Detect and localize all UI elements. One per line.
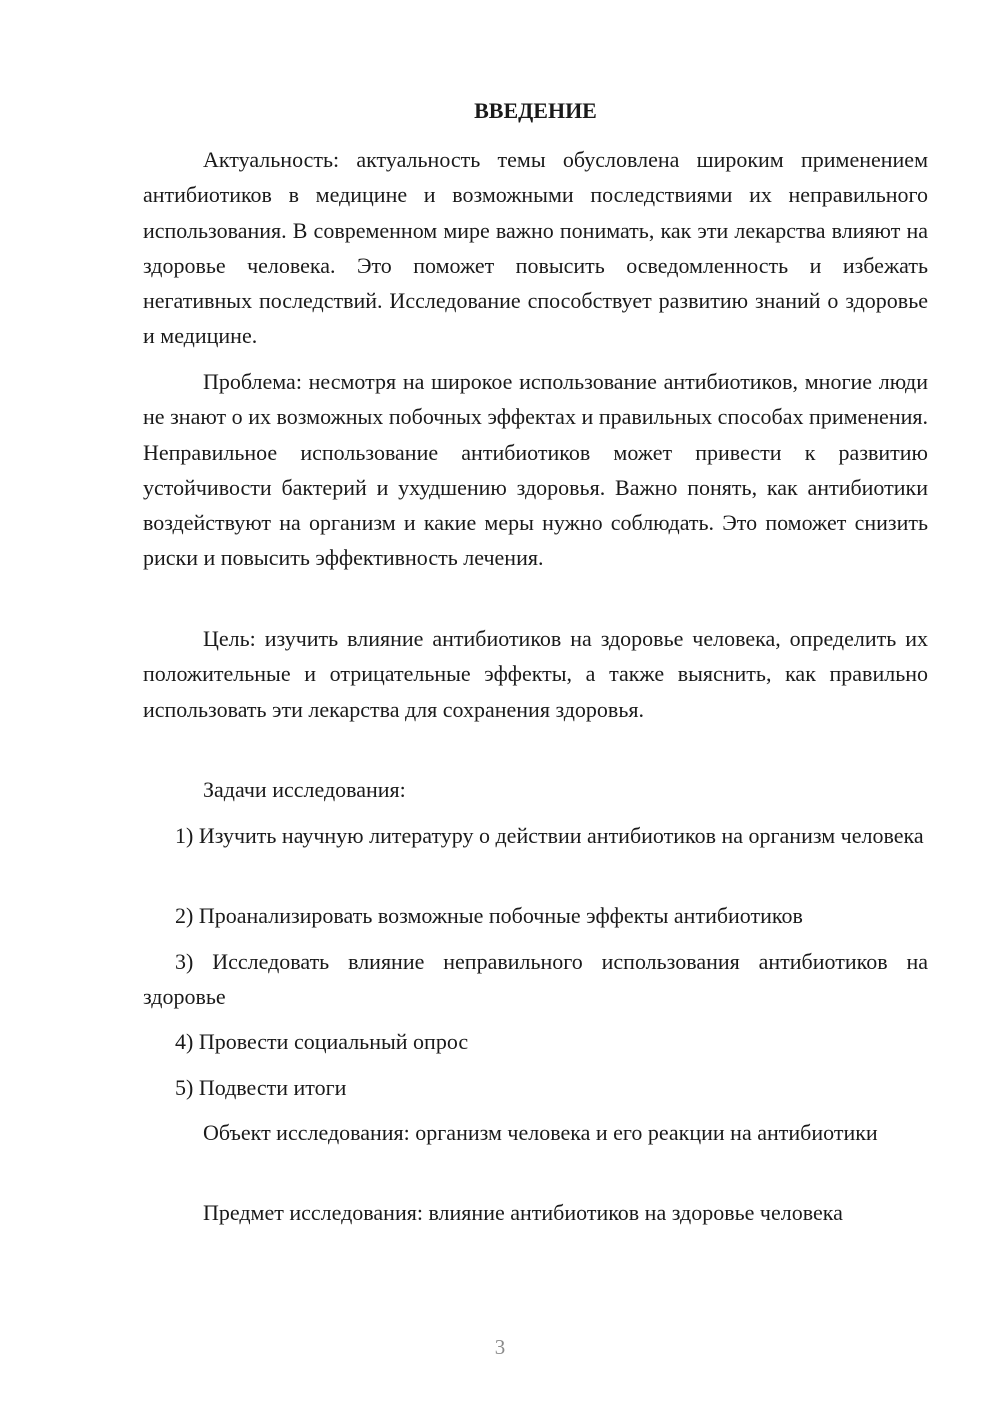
task-item-3: 3) Исследовать влияние неправильного использования антибиотиков на здоровье — [143, 949, 928, 1010]
page-number: 3 — [494, 1335, 506, 1359]
subject-paragraph: Предмет исследования: влияние антибиотиков на здоровье человека — [203, 1200, 843, 1225]
object-paragraph: Объект исследования: организм человека и его реакции на антибиотики — [203, 1120, 878, 1145]
task-item-4: 4) Провести социальный опрос — [175, 1029, 469, 1054]
problem-paragraph: Проблема: несмотря на широкое использование антибиотиков, многие люди не знают о их возможных побочных эффектах и правильных способах применения. Неправильное использование антибиотиков может привести к развитию устойчивости бактерий и ухудшению здоровья. Важно понять, как антибиотики воздействуют на организм и какие меры нужно соблюдать. Это поможет снизить риски и повысить эффективность лечения. — [143, 369, 928, 571]
task-item-5: 5) Подвести итоги — [175, 1075, 347, 1100]
tasks-heading: Задачи исследования: — [203, 777, 406, 802]
task-item-2: 2) Проанализировать возможные побочные эффекты антибиотиков — [175, 903, 803, 928]
section-title: ВВЕДЕНИЕ — [474, 98, 597, 123]
task-item-1: 1) Изучить научную литературу о действии антибиотиков на организм человека — [175, 823, 924, 848]
goal-paragraph: Цель: изучить влияние антибиотиков на здоровье человека, определить их положительные и отрицательные эффекты, а также выяснить, как правильно использовать эти лекарства для сохранения здоровья. — [143, 626, 928, 722]
relevance-paragraph: Актуальность: актуальность темы обусловлена широким применением антибиотиков в медицине и возможными последствиями их неправильного использования. В современном мире важно понимать, как эти лекарства влияют на здоровье человека. Это поможет повысить осведомленность и избежать негативных последствий. Исследование способствует развитию знаний о здоровье и медицине. — [143, 147, 928, 349]
